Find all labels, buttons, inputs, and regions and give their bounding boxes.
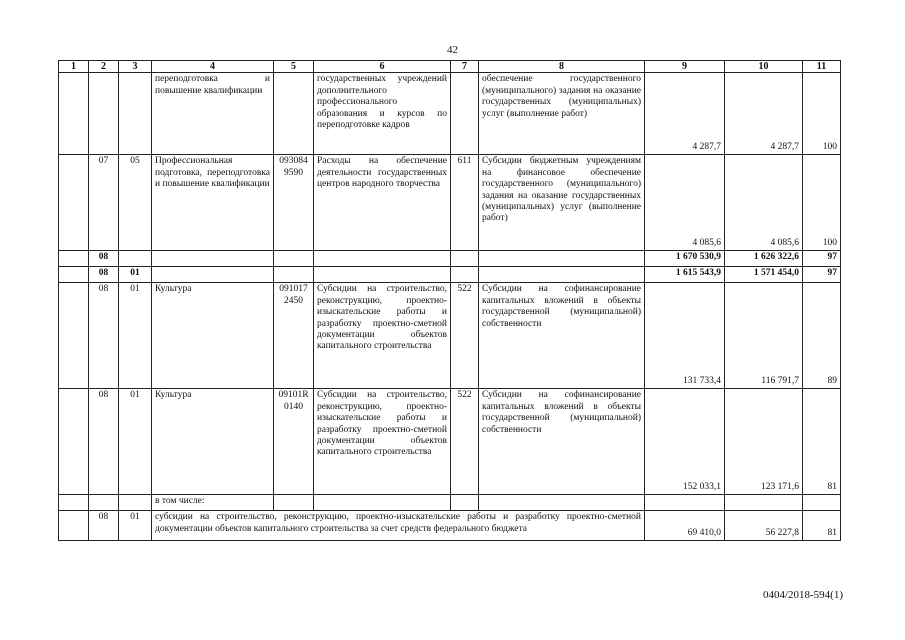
col-header: 11 [803, 61, 841, 73]
cell-target-code: 091017 2450 [274, 283, 314, 389]
cell-actual: 4 085,6 [725, 155, 803, 251]
cell-planned: 1 670 530,9 [645, 251, 725, 267]
cell-target-name: государственных учреждений дополнительного профессионального образования и курсов по переподготовке кадров [314, 73, 451, 155]
cell-percent: 81 [803, 389, 841, 495]
cell-percent: 100 [803, 155, 841, 251]
section-total-row [59, 251, 841, 267]
cell-target-name: Субсидии на строительство, реконструкцию, проектно-изыскательские работы и разработку проектно-сметной документации объектов капитального строительства [314, 389, 451, 495]
budget-table [58, 60, 841, 541]
cell-planned: 69 410,0 [645, 511, 725, 541]
cell-percent: 97 [803, 251, 841, 267]
cell-target-code [274, 73, 314, 155]
col-header: 6 [314, 61, 451, 73]
cell-subsection: 05 [119, 155, 152, 251]
table-row [59, 155, 841, 251]
cell-target-name: Субсидии на строительство, реконструкцию, проектно-изыскательские работы и разработку проектно-сметной документации объектов капитального строительства [314, 283, 451, 389]
cell-actual: 1 571 454,0 [725, 267, 803, 283]
cell-actual: 1 626 322,6 [725, 251, 803, 267]
table-row [59, 283, 841, 389]
cell-section: 08 [89, 267, 119, 283]
col-header: 1 [59, 61, 89, 73]
cell-percent: 81 [803, 511, 841, 541]
cell-percent: 97 [803, 267, 841, 283]
cell-section: 08 [89, 511, 119, 541]
cell-section: 08 [89, 251, 119, 267]
col-header: 3 [119, 61, 152, 73]
cell-section-name: Культура [152, 283, 274, 389]
cell-actual: 4 287,7 [725, 73, 803, 155]
page-number: 42 [447, 44, 458, 56]
cell-planned: 4 287,7 [645, 73, 725, 155]
cell-actual: 56 227,8 [725, 511, 803, 541]
col-header: 7 [451, 61, 479, 73]
cell-expense-type: 522 [451, 283, 479, 389]
cell-section: 08 [89, 283, 119, 389]
cell-subsection: 01 [119, 283, 152, 389]
including-label: в том числе: [152, 495, 274, 511]
cell-planned: 131 733,4 [645, 283, 725, 389]
sub-item-row [59, 511, 841, 541]
col-header: 4 [152, 61, 274, 73]
col-header: 5 [274, 61, 314, 73]
cell-section-name: Культура [152, 389, 274, 495]
cell-section: 07 [89, 155, 119, 251]
col-header: 2 [89, 61, 119, 73]
cell-planned: 4 085,6 [645, 155, 725, 251]
subsection-total-row [59, 267, 841, 283]
cell-subsection: 01 [119, 389, 152, 495]
col-header: 9 [645, 61, 725, 73]
cell-section-name: переподготовка и повышение квалификации [152, 73, 274, 155]
cell-actual: 123 171,6 [725, 389, 803, 495]
cell-target-name: Расходы на обеспечение деятельности государственных центров народного творчества [314, 155, 451, 251]
cell-actual: 116 791,7 [725, 283, 803, 389]
cell-percent: 100 [803, 73, 841, 155]
header-row [59, 61, 841, 73]
col-header: 8 [479, 61, 645, 73]
document-code: 0404/2018-594(1) [762, 589, 843, 601]
cell-target-code: 09101R 0140 [274, 389, 314, 495]
table-row [59, 389, 841, 495]
cell-planned: 152 033,1 [645, 389, 725, 495]
cell-section: 08 [89, 389, 119, 495]
cell-subsection [119, 73, 152, 155]
cell-expense-name: Субсидии на софинансирование капитальных вложений в объекты государственной (муниципальной) собственности [479, 283, 645, 389]
including-row [59, 495, 841, 511]
cell-target-code: 093084 9590 [274, 155, 314, 251]
cell-expense-name: Субсидии на софинансирование капитальных вложений в объекты государственной (муниципальной) собственности [479, 389, 645, 495]
cell-section [89, 73, 119, 155]
cell-planned: 1 615 543,9 [645, 267, 725, 283]
cell-percent: 89 [803, 283, 841, 389]
cell-section-name: Профессиональная подготовка, переподготовка и повышение квалификации [152, 155, 274, 251]
cell-subsection: 01 [119, 511, 152, 541]
cell-expense-name: Субсидии бюджетным учреждениям на финансовое обеспечение государственного (муниципального) задания на оказание государственных (муниципальных) услуг (выполнение работ) [479, 155, 645, 251]
cell-subsection: 01 [119, 267, 152, 283]
cell-expense-type [451, 73, 479, 155]
cell-expense-name: обеспечение государственного (муниципального) задания на оказание государственных (муниципальных) услуг (выполнение работ) [479, 73, 645, 155]
col-header: 10 [725, 61, 803, 73]
cell-expense-type: 611 [451, 155, 479, 251]
cell-expense-type: 522 [451, 389, 479, 495]
cell-sub-description: субсидии на строительство, реконструкцию, проектно-изыскательские работы и разработку проектно-сметной документации объектов капитального строительства за счет средств федерального бюджета [152, 511, 645, 541]
table-row [59, 73, 841, 155]
